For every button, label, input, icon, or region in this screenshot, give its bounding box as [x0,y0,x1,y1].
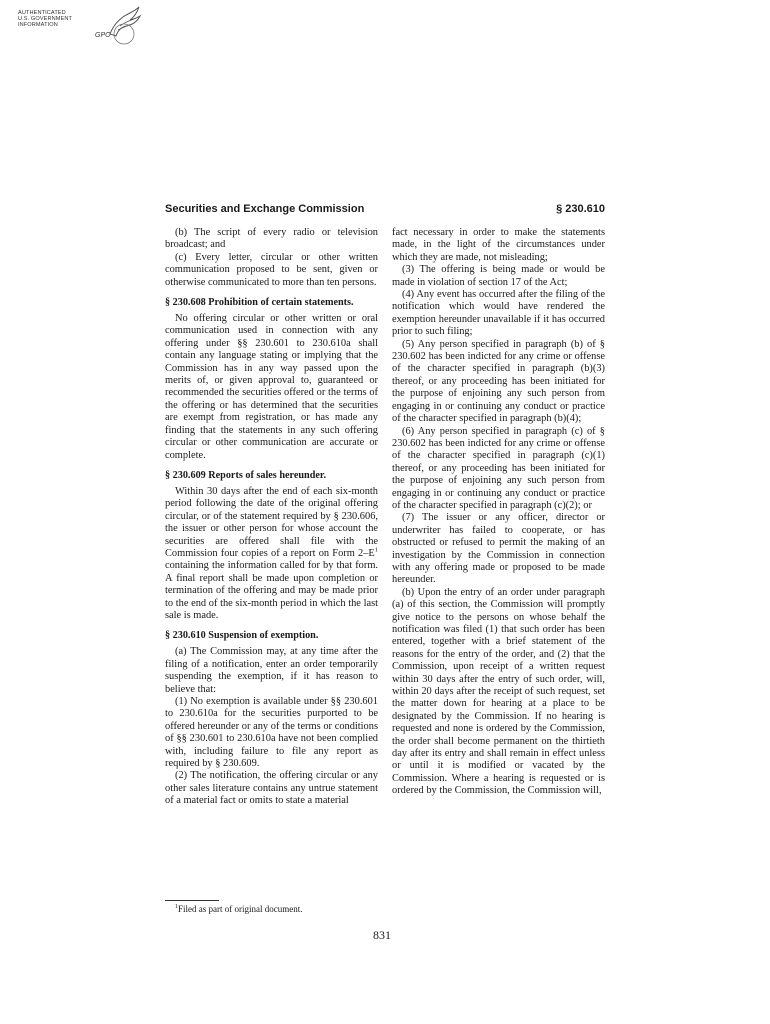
seal-line-3: INFORMATION [18,22,58,28]
agency-title: Securities and Exchange Commission [165,203,365,215]
paragraph: (5) Any person specified in paragraph (b) of § 230.602 has been indicted for any crime or offense of the character specified in paragraph (b)(3) thereof, or any proceeding has been initiated for the purpose of enjoining any such person from engaging in or continuing any conduct or practice of the character specified in paragraph (b)(4); [392,338,605,425]
paragraph: (7) The issuer or any officer, director or underwriter has failed to cooperate, or has obstructed or refused to permit the making of an investigation by the Commission in connection with any offering made or proposed to be made hereunder. [392,512,605,586]
page-number: 831 [373,928,391,942]
paragraph: (2) The notification, the offering circular or any other sales literature contains any untrue statement of a material fact or omits to state a material [165,770,378,807]
paragraph: (6) Any person specified in paragraph (c) of § 230.602 has been indicted for any crime or offense of the character specified in paragraph (c)(1) thereof, or any proceeding has been initiated for the purpose of enjoining any such person from engaging in or continuing any conduct or practice of the character specified in paragraph (c)(2); or [392,425,605,511]
seal-line-2: U.S. GOVERNMENT [18,16,73,22]
paragraph: (1) No exemption is available under §§ 230.601 to 230.610a for the securities purported to be offered hereunder or any of the terms or conditions of §§ 230.601 to 230.610a have not been complied with, including failure to file any report as required by § 230.609. [165,696,378,770]
seal-line-1: AUTHENTICATED [18,10,66,16]
paragraph: (a) The Commission may, at any time after the filing of a notification, enter an order temporarily suspending the exemption, if it has reason to believe that: [165,646,378,695]
eagle-seal-icon [106,4,142,46]
paragraph: (b) The script of every radio or television broadcast; and [165,227,378,251]
section-heading-610: § 230.610 Suspension of exemption. [165,630,319,642]
paragraph: (c) Every letter, circular or other written communication proposed to be sent, given or otherwise communicated to more than ten persons. [165,251,378,288]
paragraph: (3) The offering is being made or would be made in violation of section 17 of the Act; [392,264,605,288]
right-column [392,227,605,798]
running-header [165,203,605,219]
section-heading-609: § 230.609 Reports of sales hereunder. [165,469,327,481]
section-number: § 230.610 [556,203,605,215]
gpo-authentication-seal [18,4,143,50]
footnote [175,904,302,915]
footnote-mark: 1 [175,904,178,910]
section-heading-608: § 230.608 Prohibition of certain statements. [165,297,354,309]
footnote-text: Filed as part of original document. [178,904,303,914]
paragraph: (4) Any event has occurred after the filing of the notification which would have rendered the exemption hereunder unavailable if it has occurred prior to such filing; [392,289,605,338]
paragraph: fact necessary in order to make the statements made, in the light of the circumstances under which they are made, not misleading; [392,227,605,263]
paragraph: (b) Upon the entry of an order under paragraph (a) of this section, the Commission will promptly give notice to the persons on whose behalf the notification was filed (1) that such order has been entered, together with a brief statement of the reasons for the entry of the order, and (2) that the Commission, upon receipt of a written request within 30 days after the entry of such order, will, within 20 days after the receipt of such request, set the matter down for hearing at a place to be designated by the Commission. If no hearing is requested and none is ordered by the Commission, the order shall become permanent on the thirtieth day after its entry and shall remain in effect unless or until it is modified or vacated by the Commission. Where a hearing is requested or is ordered by the Commission, the Commission will, [392,586,605,797]
footnote-rule [165,900,219,901]
paragraph: Within 30 days after the end of each six-month period following the date of the original offering circular, or of the statement required by § 230.606, the issuer or other person for whose account the securities are offered shall file with the Commission four copies of a report on Form $2-E^1$ containing the information called for by that form. A final report shall be made upon completion or termination of the offering and may be made prior to the end of the six-month period in which the last sale is made. [165,485,378,621]
left-column [165,227,378,808]
footnote-ref: 1 [374,546,378,554]
seal-gpo: GPO [95,32,111,39]
paragraph: No offering circular or other written or oral communication used in connection with any offering under §§ 230.601 to 230.610a shall contain any language stating or implying that the Commission has in any way passed upon the merits of, or given approval to, guaranteed or recommended the securities offered or the terms of the offering or has determined that the securities are exempt from registration, or has made any finding that the statements in any such offering circular or other communication are accurate or complete. [165,313,378,461]
